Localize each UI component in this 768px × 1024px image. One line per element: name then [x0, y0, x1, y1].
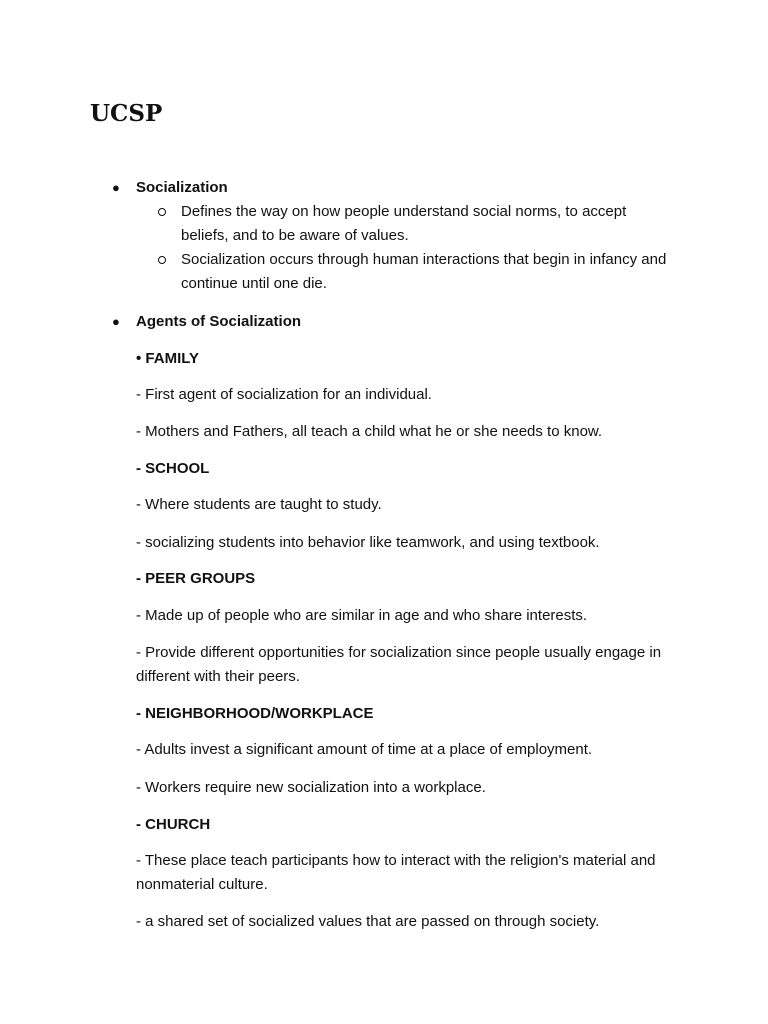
church-line-2: - a shared set of socialized values that are passed on through society. [136, 913, 600, 930]
socialization-point-2-line-1: Socialization occurs through human interactions that begin in infancy and [181, 251, 667, 268]
socialization-heading: Socialization [136, 179, 228, 196]
neighborhood-line-1: - Adults invest a significant amount of time at a place of employment. [136, 741, 593, 758]
church-line-1a: - These place teach participants how to interact with the religion's material and [136, 852, 656, 869]
bullet-icon: ● [112, 314, 120, 329]
school-heading: - SCHOOL [136, 460, 210, 477]
agents-heading: Agents of Socialization [136, 313, 302, 330]
bullet-icon: ● [112, 180, 120, 195]
school-line-2: - socializing students into behavior like teamwork, and using textbook. [136, 534, 600, 551]
socialization-point-1-line-1: Defines the way on how people understand social norms, to accept [181, 203, 627, 220]
neighborhood-heading: - NEIGHBORHOOD/WORKPLACE [136, 705, 374, 722]
neighborhood-line-2: - Workers require new socialization into a workplace. [136, 779, 486, 796]
peer-line-2b: different with their peers. [136, 668, 300, 685]
family-heading: • FAMILY [136, 350, 200, 367]
socialization-point-1-line-2: beliefs, and to be aware of values. [181, 227, 409, 244]
family-line-2: - Mothers and Fathers, all teach a child what he or she needs to know. [136, 423, 603, 440]
document-title: UCSP [90, 100, 163, 127]
hollow-bullet-icon [158, 256, 166, 264]
peer-groups-heading: - PEER GROUPS [136, 570, 256, 587]
socialization-point-2-line-2: continue until one die. [181, 275, 327, 292]
peer-line-2a: - Provide different opportunities for socialization since people usually engage in [136, 644, 662, 661]
school-line-1: - Where students are taught to study. [136, 496, 382, 513]
church-line-1b: nonmaterial culture. [136, 876, 268, 893]
peer-line-1: - Made up of people who are similar in age and who share interests. [136, 607, 588, 624]
church-heading: - CHURCH [136, 816, 211, 833]
family-line-1: - First agent of socialization for an individual. [136, 386, 432, 403]
hollow-bullet-icon [158, 208, 166, 216]
